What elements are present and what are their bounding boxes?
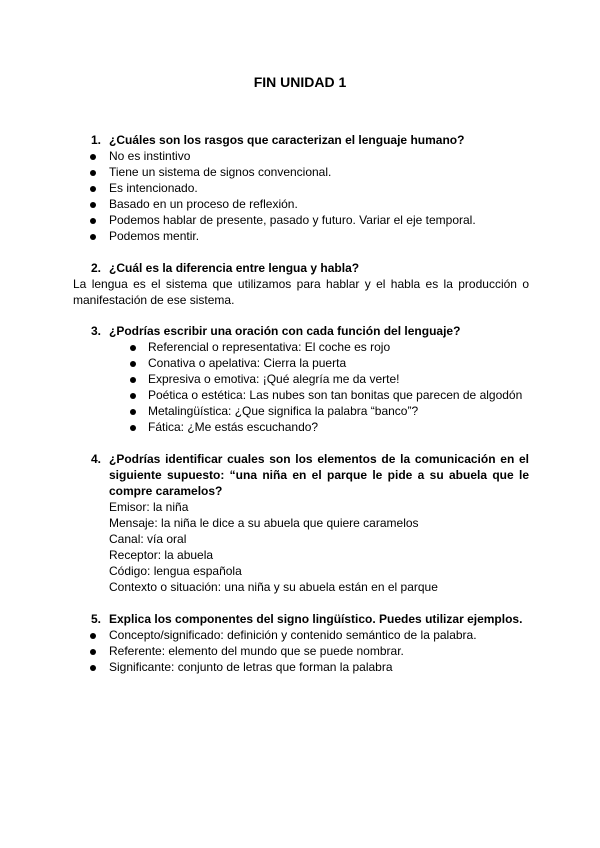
answer-list: [73, 148, 529, 244]
bullet-icon: [90, 649, 96, 655]
list-item: Fática: ¿Me estás escuchando?: [73, 419, 529, 435]
bullet-icon: [90, 234, 96, 240]
section-3: [73, 323, 529, 435]
bullet-icon: [90, 665, 96, 671]
list-item: Referente: elemento del mundo que se puede nombrar.: [73, 643, 529, 659]
answer-list: [73, 339, 529, 435]
bullet-icon: [130, 409, 136, 415]
bullet-icon: [130, 377, 136, 383]
list-item: Poética o estética: Las nubes son tan bonitas que parecen de algodón: [73, 387, 529, 403]
bullet-icon: [130, 345, 136, 351]
answer-line: Contexto o situación: una niña y su abuela están en el parque: [109, 580, 438, 594]
question-number: 5.: [91, 612, 102, 626]
list-item: Significante: conjunto de letras que forman la palabra: [73, 659, 529, 675]
question-number: 3.: [91, 324, 102, 338]
list-item: Tiene un sistema de signos convencional.: [73, 164, 529, 180]
section-1: [73, 132, 529, 244]
section-4: [73, 451, 529, 595]
bullet-icon: [90, 633, 96, 639]
list-item: Metalingüística: ¿Que significa la palabra “banco”?: [73, 403, 529, 419]
answer-line: Mensaje: la niña le dice a su abuela que quiere caramelos: [109, 516, 419, 530]
list-item: Podemos mentir.: [73, 228, 529, 244]
question-number: 2.: [91, 261, 102, 275]
list-item: Basado en un proceso de reflexión.: [73, 196, 529, 212]
list-item: Conativa o apelativa: Cierra la puerta: [73, 355, 529, 371]
list-item: Referencial o representativa: El coche es rojo: [73, 339, 529, 355]
question-3: [73, 323, 529, 339]
question-5: [73, 611, 529, 627]
question-4: [73, 451, 529, 499]
question-1: [73, 132, 529, 148]
question-text: ¿Podrías identificar cuales son los elementos de la comunicación en el siguiente supuesto: “una niña en el parque le pide a su abuela que le compre caramelos?: [109, 452, 529, 498]
answer-line: Receptor: la abuela: [109, 548, 214, 562]
answer-line: Código: lengua española: [109, 564, 242, 578]
bullet-icon: [130, 425, 136, 431]
list-item: Concepto/significado: definición y contenido semántico de la palabra.: [73, 627, 529, 643]
question-text: ¿Cuáles son los rasgos que caracterizan el lenguaje humano?: [109, 133, 465, 147]
answer-line: Emisor: la niña: [109, 500, 189, 514]
question-2: [73, 260, 529, 276]
section-5: [73, 611, 529, 675]
bullet-icon: [130, 361, 136, 367]
list-item: No es instintivo: [73, 148, 529, 164]
bullet-icon: [90, 170, 96, 176]
bullet-icon: [90, 202, 96, 208]
question-number: 4.: [91, 452, 102, 466]
answer-line: Canal: vía oral: [109, 532, 187, 546]
bullet-icon: [90, 218, 96, 224]
question-number: 1.: [91, 133, 102, 147]
page-title: FIN UNIDAD 1: [253, 74, 347, 90]
answer-list: [73, 627, 529, 675]
list-item: Podemos hablar de presente, pasado y futuro. Variar el eje temporal.: [73, 212, 529, 228]
list-item: Es intencionado.: [73, 180, 529, 196]
question-text: ¿Podrías escribir una oración con cada función del lenguaje?: [109, 324, 461, 338]
bullet-icon: [90, 154, 96, 160]
bullet-icon: [90, 186, 96, 192]
question-text: ¿Cuál es la diferencia entre lengua y habla?: [109, 261, 360, 275]
list-item: Expresiva o emotiva: ¡Qué alegría me da verte!: [73, 371, 529, 387]
question-text: Explica los componentes del signo lingüístico. Puedes utilizar ejemplos.: [109, 612, 523, 626]
bullet-icon: [130, 393, 136, 399]
answer-paragraph: La lengua es el sistema que utilizamos para hablar y el habla es la producción o manifestación de ese sistema.: [73, 277, 529, 307]
section-2: [73, 260, 529, 308]
